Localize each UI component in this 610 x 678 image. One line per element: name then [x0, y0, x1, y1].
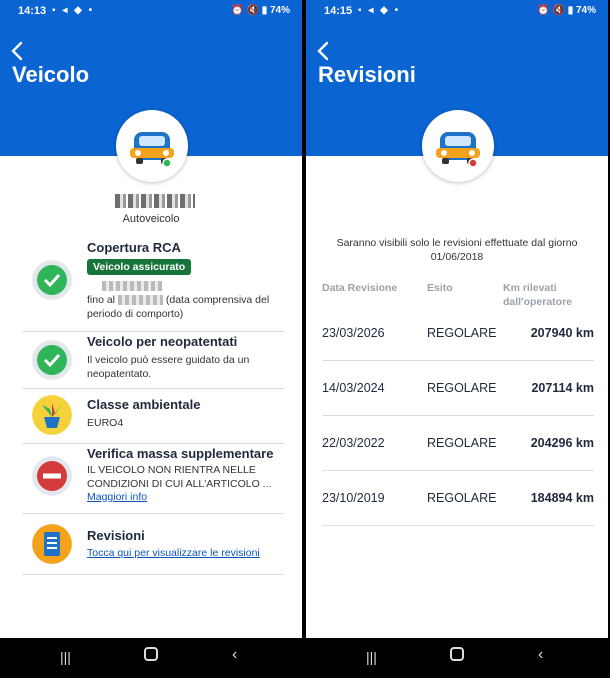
- table-row: [322, 471, 594, 526]
- plant-icon: [32, 395, 72, 435]
- nav-back-icon[interactable]: ‹: [538, 646, 544, 663]
- view-revisions-link[interactable]: Tocca qui per visualizzare le revisioni: [87, 547, 260, 559]
- rca-until: fino al: [87, 294, 116, 306]
- header-km: Km rilevati dall'operatore: [503, 282, 573, 308]
- revision-outcome: REGOLARE: [427, 381, 497, 395]
- neopatentati-title: Veicolo per neopatentati: [87, 334, 238, 349]
- revision-date: 23/03/2026: [322, 326, 385, 340]
- redacted-text: [102, 281, 162, 291]
- neopatentati-desc: Il veicolo può essere guidato da un neopatentato.: [87, 354, 250, 380]
- car-avatar: [116, 110, 188, 182]
- revision-km: 204296 km: [530, 436, 594, 450]
- status-bar: [306, 0, 608, 24]
- revision-date: 14/03/2024: [322, 381, 385, 395]
- system-nav-bar: [0, 638, 302, 678]
- header-outcome: Esito: [427, 282, 453, 294]
- car-icon: [116, 110, 188, 182]
- no-entry-icon: [32, 456, 72, 496]
- revisions-note: Saranno visibili solo le revisioni effettuate dal giorno 01/06/2018: [336, 237, 578, 263]
- insured-badge: Veicolo assicurato: [87, 259, 191, 275]
- massa-desc: IL VEICOLO NON RIENTRA NELLE CONDIZIONI DI CUI ALL'ARTICOLO ...: [87, 464, 272, 490]
- classe-value: EURO4: [87, 417, 124, 429]
- classe-title: Classe ambientale: [87, 397, 201, 412]
- table-row: [322, 306, 594, 361]
- header-date: Data Revisione: [322, 282, 398, 294]
- revision-km: 184894 km: [530, 491, 594, 505]
- status-right: ⏰ 🔇 ▮ 74%: [537, 5, 596, 16]
- section-revisioni[interactable]: [22, 514, 284, 575]
- revision-date: 22/03/2022: [322, 436, 385, 450]
- status-bar: [0, 0, 302, 24]
- check-icon: [32, 340, 72, 380]
- section-rca: [22, 236, 284, 332]
- revision-km: 207114 km: [531, 381, 594, 395]
- notification-icons: ▪ ◂ ◆ •: [52, 5, 95, 16]
- more-info-link[interactable]: Maggiori info: [87, 491, 148, 503]
- section-massa: [22, 444, 284, 514]
- back-arrow-icon[interactable]: [10, 40, 24, 62]
- status-time: 14:15: [324, 5, 353, 17]
- page-title: Veicolo: [12, 62, 90, 87]
- vehicle-type: Autoveicolo: [122, 213, 180, 225]
- status-time: 14:13: [18, 5, 47, 17]
- system-nav-bar: [306, 638, 608, 678]
- home-icon[interactable]: [144, 647, 158, 661]
- home-icon[interactable]: [450, 647, 464, 661]
- revision-date: 23/10/2019: [322, 491, 385, 505]
- section-neopatentati: [22, 332, 284, 389]
- battery-percent: 74%: [575, 5, 596, 16]
- car-avatar: [422, 110, 494, 182]
- section-classe-ambientale: [22, 389, 284, 444]
- redacted-date: [118, 295, 163, 305]
- notification-icons: ▪ ◂ ◆ •: [358, 5, 401, 16]
- revision-outcome: REGOLARE: [427, 436, 497, 450]
- nav-back-icon[interactable]: ‹: [232, 646, 238, 663]
- revisions-screen: [306, 0, 608, 678]
- status-right: ⏰ 🔇 ▮ 74%: [231, 5, 290, 16]
- car-icon: [422, 110, 494, 182]
- battery-percent: 74%: [269, 5, 290, 16]
- table-row: [322, 361, 594, 416]
- back-arrow-icon[interactable]: [316, 40, 330, 62]
- rca-desc: (data comprensiva del periodo di comporto): [87, 294, 270, 320]
- revision-km: 207940 km: [530, 326, 594, 340]
- revisioni-title: Revisioni: [87, 528, 145, 543]
- rca-title: Copertura RCA: [87, 240, 181, 255]
- revision-outcome: REGOLARE: [427, 326, 497, 340]
- document-icon: [32, 524, 72, 564]
- massa-title: Verifica massa supplementare: [87, 446, 274, 461]
- vehicle-screen: [0, 0, 302, 678]
- revision-outcome: REGOLARE: [427, 491, 497, 505]
- license-plate-redacted: [115, 194, 195, 208]
- page-title: Revisioni: [318, 62, 416, 87]
- recents-icon[interactable]: |||: [366, 649, 377, 665]
- check-icon: [32, 260, 72, 300]
- table-row: [322, 416, 594, 471]
- recents-icon[interactable]: |||: [60, 649, 71, 665]
